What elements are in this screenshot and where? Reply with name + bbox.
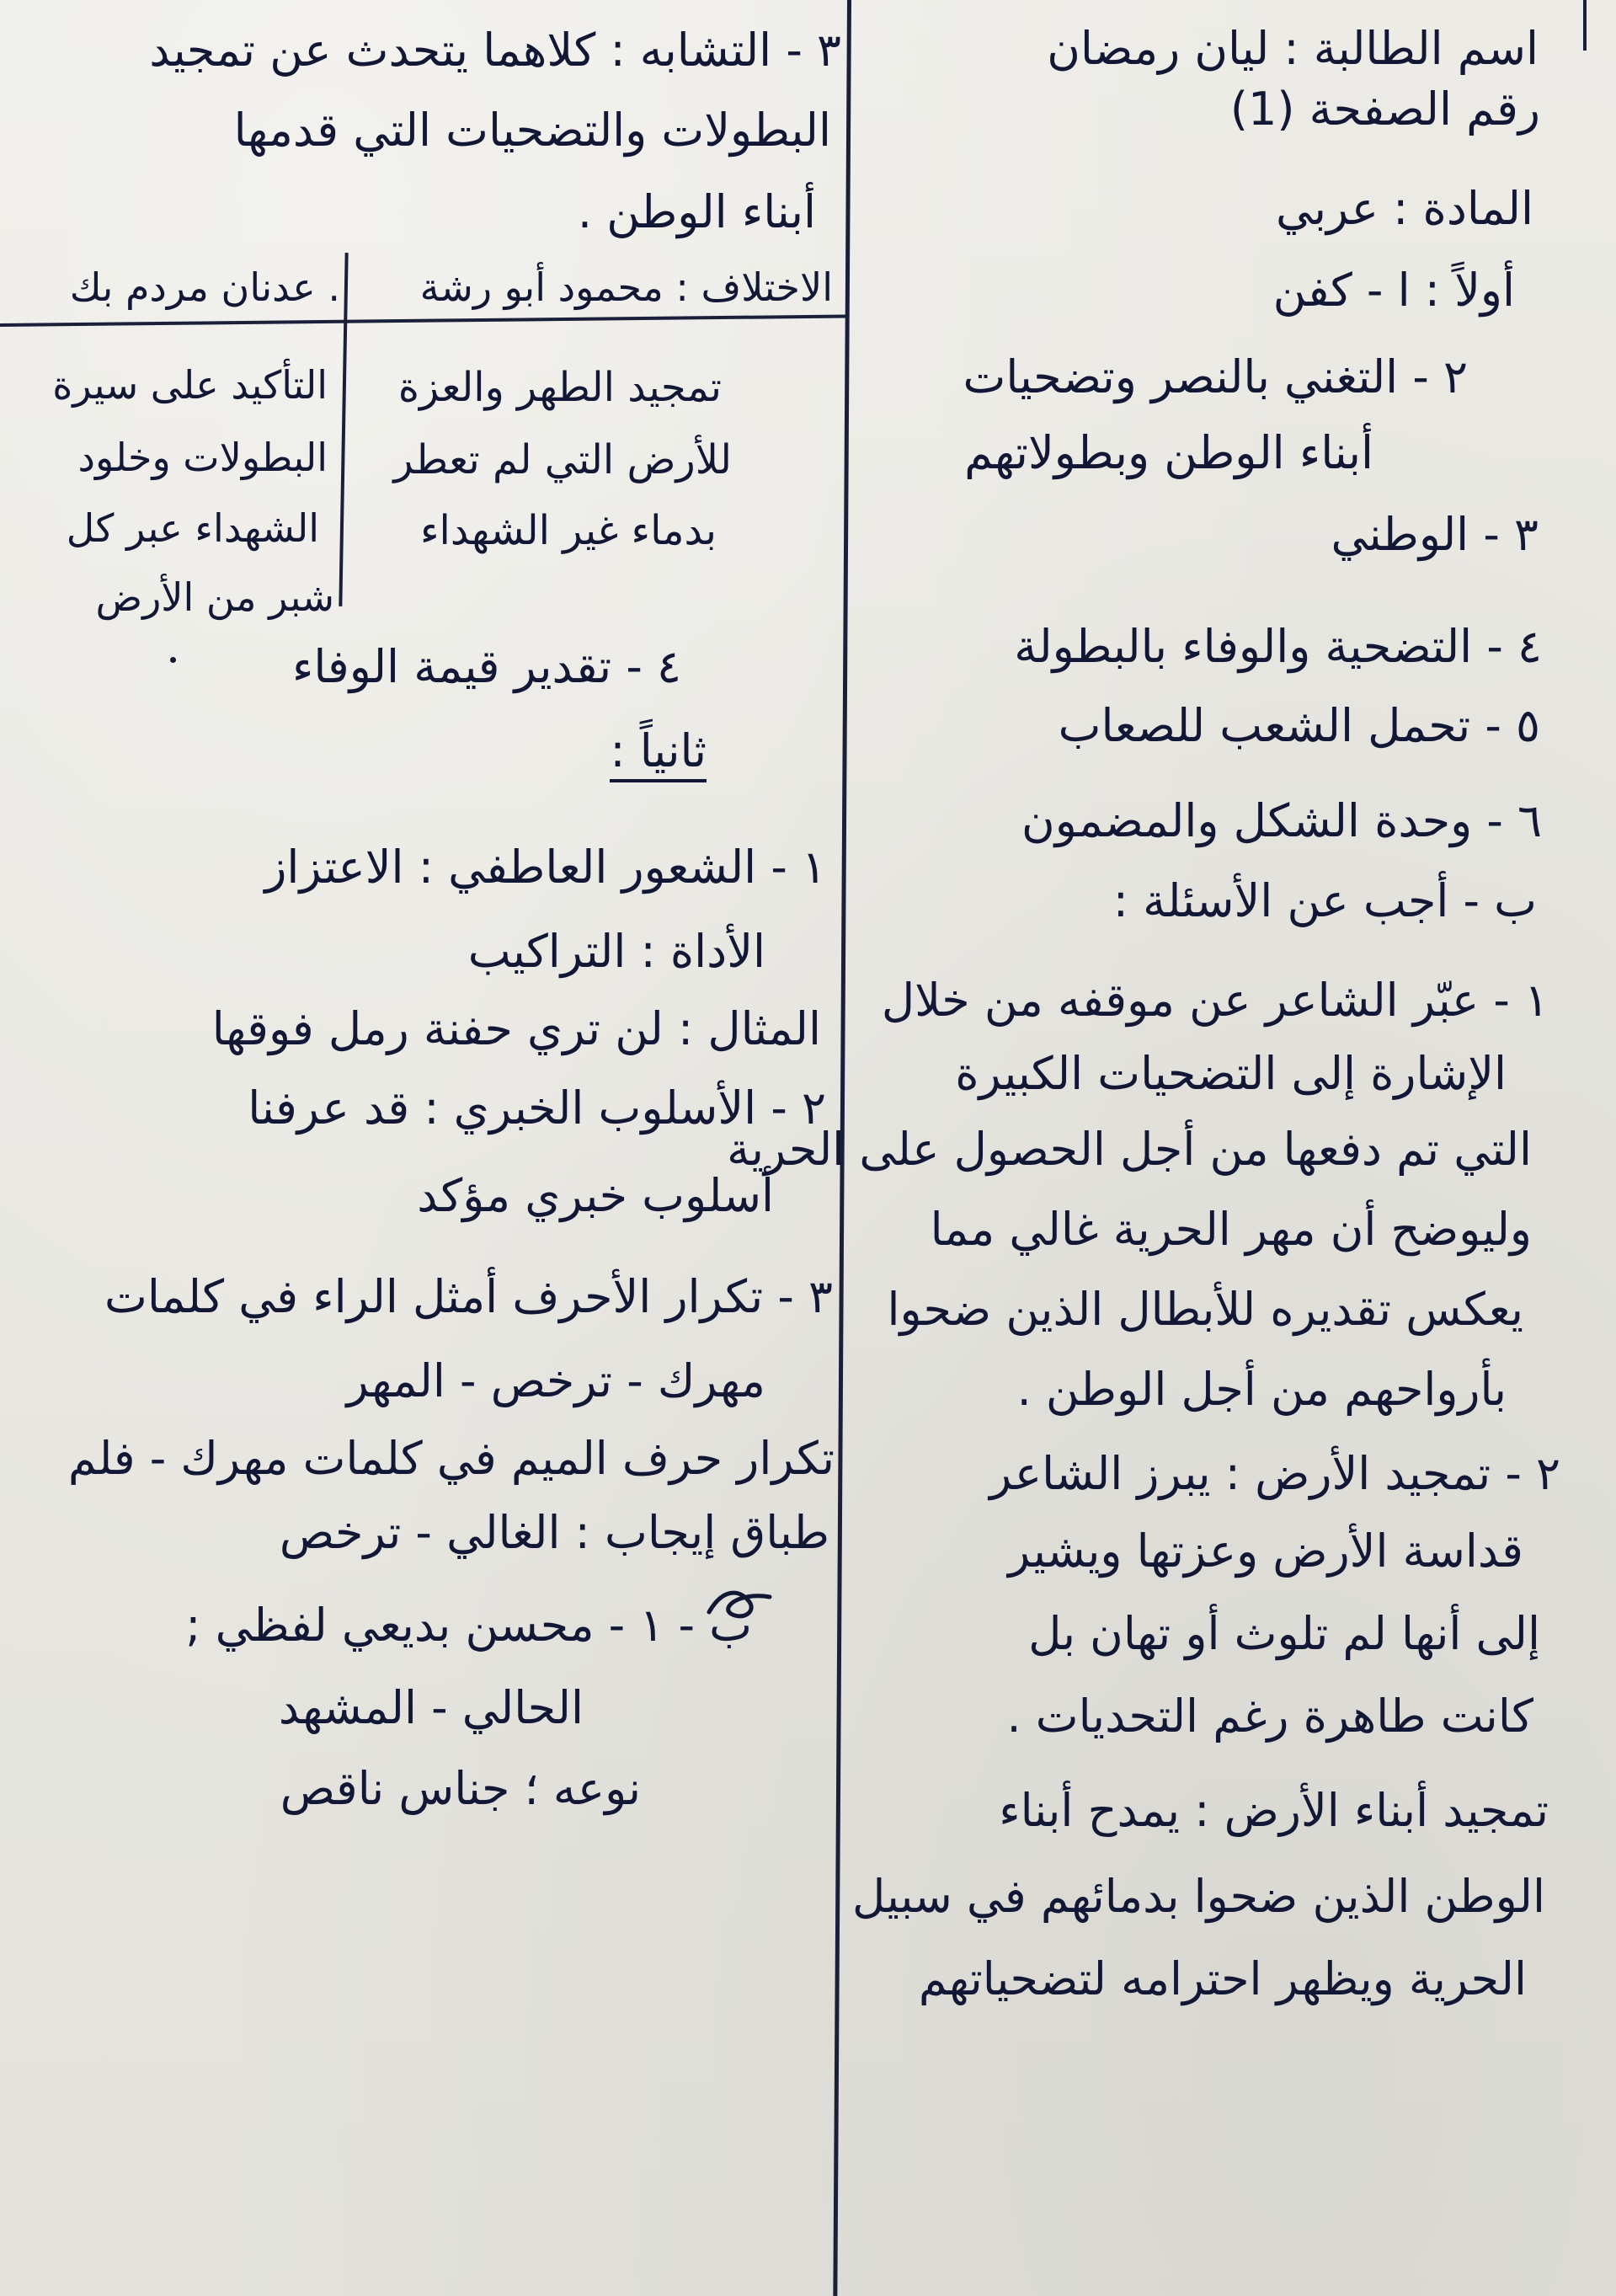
answer-3: ٣ - الوطني xyxy=(1331,508,1539,561)
q3-similarity-line-2: البطولات والتضحيات التي قدمها xyxy=(233,104,831,157)
b2-line-2: قداسة الأرض وعزتها ويشير xyxy=(1008,1524,1523,1578)
s1-line-3: المثال : لن تري حفنة رمل فوقها xyxy=(211,1002,821,1055)
b2-line-3: إلى أنها لم تلوث أو تهان بل xyxy=(1028,1607,1540,1660)
b2-line-1: ٢ - تمجيد الأرض : يبرز الشاعر xyxy=(989,1447,1560,1500)
table-right-cell-line-3: بدماء غير الشهداء xyxy=(419,507,717,554)
table-left-cell-line-4: شبر من الأرض xyxy=(95,574,334,620)
table-left-cell-line-2: البطولات وخلود xyxy=(77,435,328,480)
subject: المادة : عربي xyxy=(1275,182,1533,235)
s1-line-1: ١ - الشعور العاطفي : الاعتزاز xyxy=(264,841,826,894)
q3-similarity-line-3: أبناء الوطن . xyxy=(577,185,816,238)
table-right-cell-line-1: تمجيد الطهر والعزة xyxy=(397,364,722,411)
q4-answer: ٤ - تقدير قيمة الوفاء xyxy=(292,640,681,693)
part-b-heading: ب - أجب عن الأسئلة : xyxy=(1112,874,1537,927)
part-one-answer-1: أولاً : ا - كفن xyxy=(1272,264,1515,317)
table-right-cell-line-2: للأرض التي لم تعطر xyxy=(393,436,732,483)
part-b-line-1: ب - ١ - محسن بديعي لفظي ; xyxy=(185,1599,752,1652)
table-header-right: الاختلاف : محمود أبو رشة xyxy=(419,264,833,310)
b2-line-4: كانت طاهرة رغم التحديات . xyxy=(1006,1690,1533,1743)
page-number: رقم الصفحة (1) xyxy=(1229,83,1540,136)
table-left-cell-line-1: التأكيد على سيرة xyxy=(52,362,328,408)
answer-4: ٤ - التضحية والوفاء بالبطولة xyxy=(1014,620,1542,673)
table-left-cell-line-3: الشهداء عبر كل xyxy=(66,505,319,551)
ink-dot xyxy=(170,657,176,663)
part-b-line-3: نوعه ؛ جناس ناقص xyxy=(280,1762,641,1815)
b1-line-2: الإشارة إلى التضحيات الكبيرة xyxy=(955,1047,1507,1100)
q3-similarity-line-1: ٣ - التشابه : كلاهما يتحدث عن تمجيد xyxy=(149,24,841,77)
s3-line-4: طباق إيجاب : الغالي - ترخص xyxy=(279,1506,829,1559)
b2-line-5: تمجيد أبناء الأرض : يمدح أبناء xyxy=(999,1784,1549,1837)
answer-6: ٦ - وحدة الشكل والمضمون xyxy=(1021,794,1542,847)
s2-line-2: أسلوب خبري مؤكد xyxy=(417,1169,774,1222)
b1-line-4: وليوضح أن مهر الحرية غالي مما xyxy=(930,1203,1532,1256)
part-two-heading: ثانياً : xyxy=(610,726,707,782)
table-top-rule xyxy=(0,314,847,327)
s1-line-2: الأداة : التراكيب xyxy=(467,925,765,978)
table-column-divider xyxy=(339,253,348,606)
s3-line-3: تكرار حرف الميم في كلمات مهرك - فلم xyxy=(67,1432,835,1485)
s3-line-1: ٣ - تكرار الأحرف أمثل الراء في كلمات xyxy=(104,1270,833,1323)
part-b-line-2: الحالي - المشهد xyxy=(278,1681,584,1734)
answer-2-line-1: ٢ - التغني بالنصر وتضحيات xyxy=(963,350,1468,403)
b1-line-5: يعكس تقديره للأبطال الذين ضحوا xyxy=(887,1283,1523,1336)
b2-line-6: الوطن الذين ضحوا بدمائهم في سبيل xyxy=(852,1870,1545,1923)
b1-line-6: بأرواحهم من أجل الوطن . xyxy=(1016,1363,1507,1416)
b2-line-7: الحرية ويظهر احترامه لتضحياتهم xyxy=(918,1952,1527,2005)
s3-line-2: مهرك - ترخص - المهر xyxy=(346,1354,765,1407)
b1-line-1: ١ - عبّر الشاعر عن موقفه من خلال xyxy=(881,974,1549,1027)
answer-2-line-2: أبناء الوطن وبطولاتهم xyxy=(964,426,1373,479)
student-name: اسم الطالبة : ليان رمضان xyxy=(1047,22,1539,75)
answer-5: ٥ - تحمل الشعب للصعاب xyxy=(1058,699,1540,752)
corner-ink-mark xyxy=(1583,0,1587,51)
s2-line-1: ٢ - الأسلوب الخبري : قد عرفنا xyxy=(248,1081,826,1135)
b1-line-3: التي تم دفعها من أجل الحصول على الحرية xyxy=(727,1123,1532,1176)
table-header-left: . عدنان مردم بك xyxy=(69,264,340,310)
